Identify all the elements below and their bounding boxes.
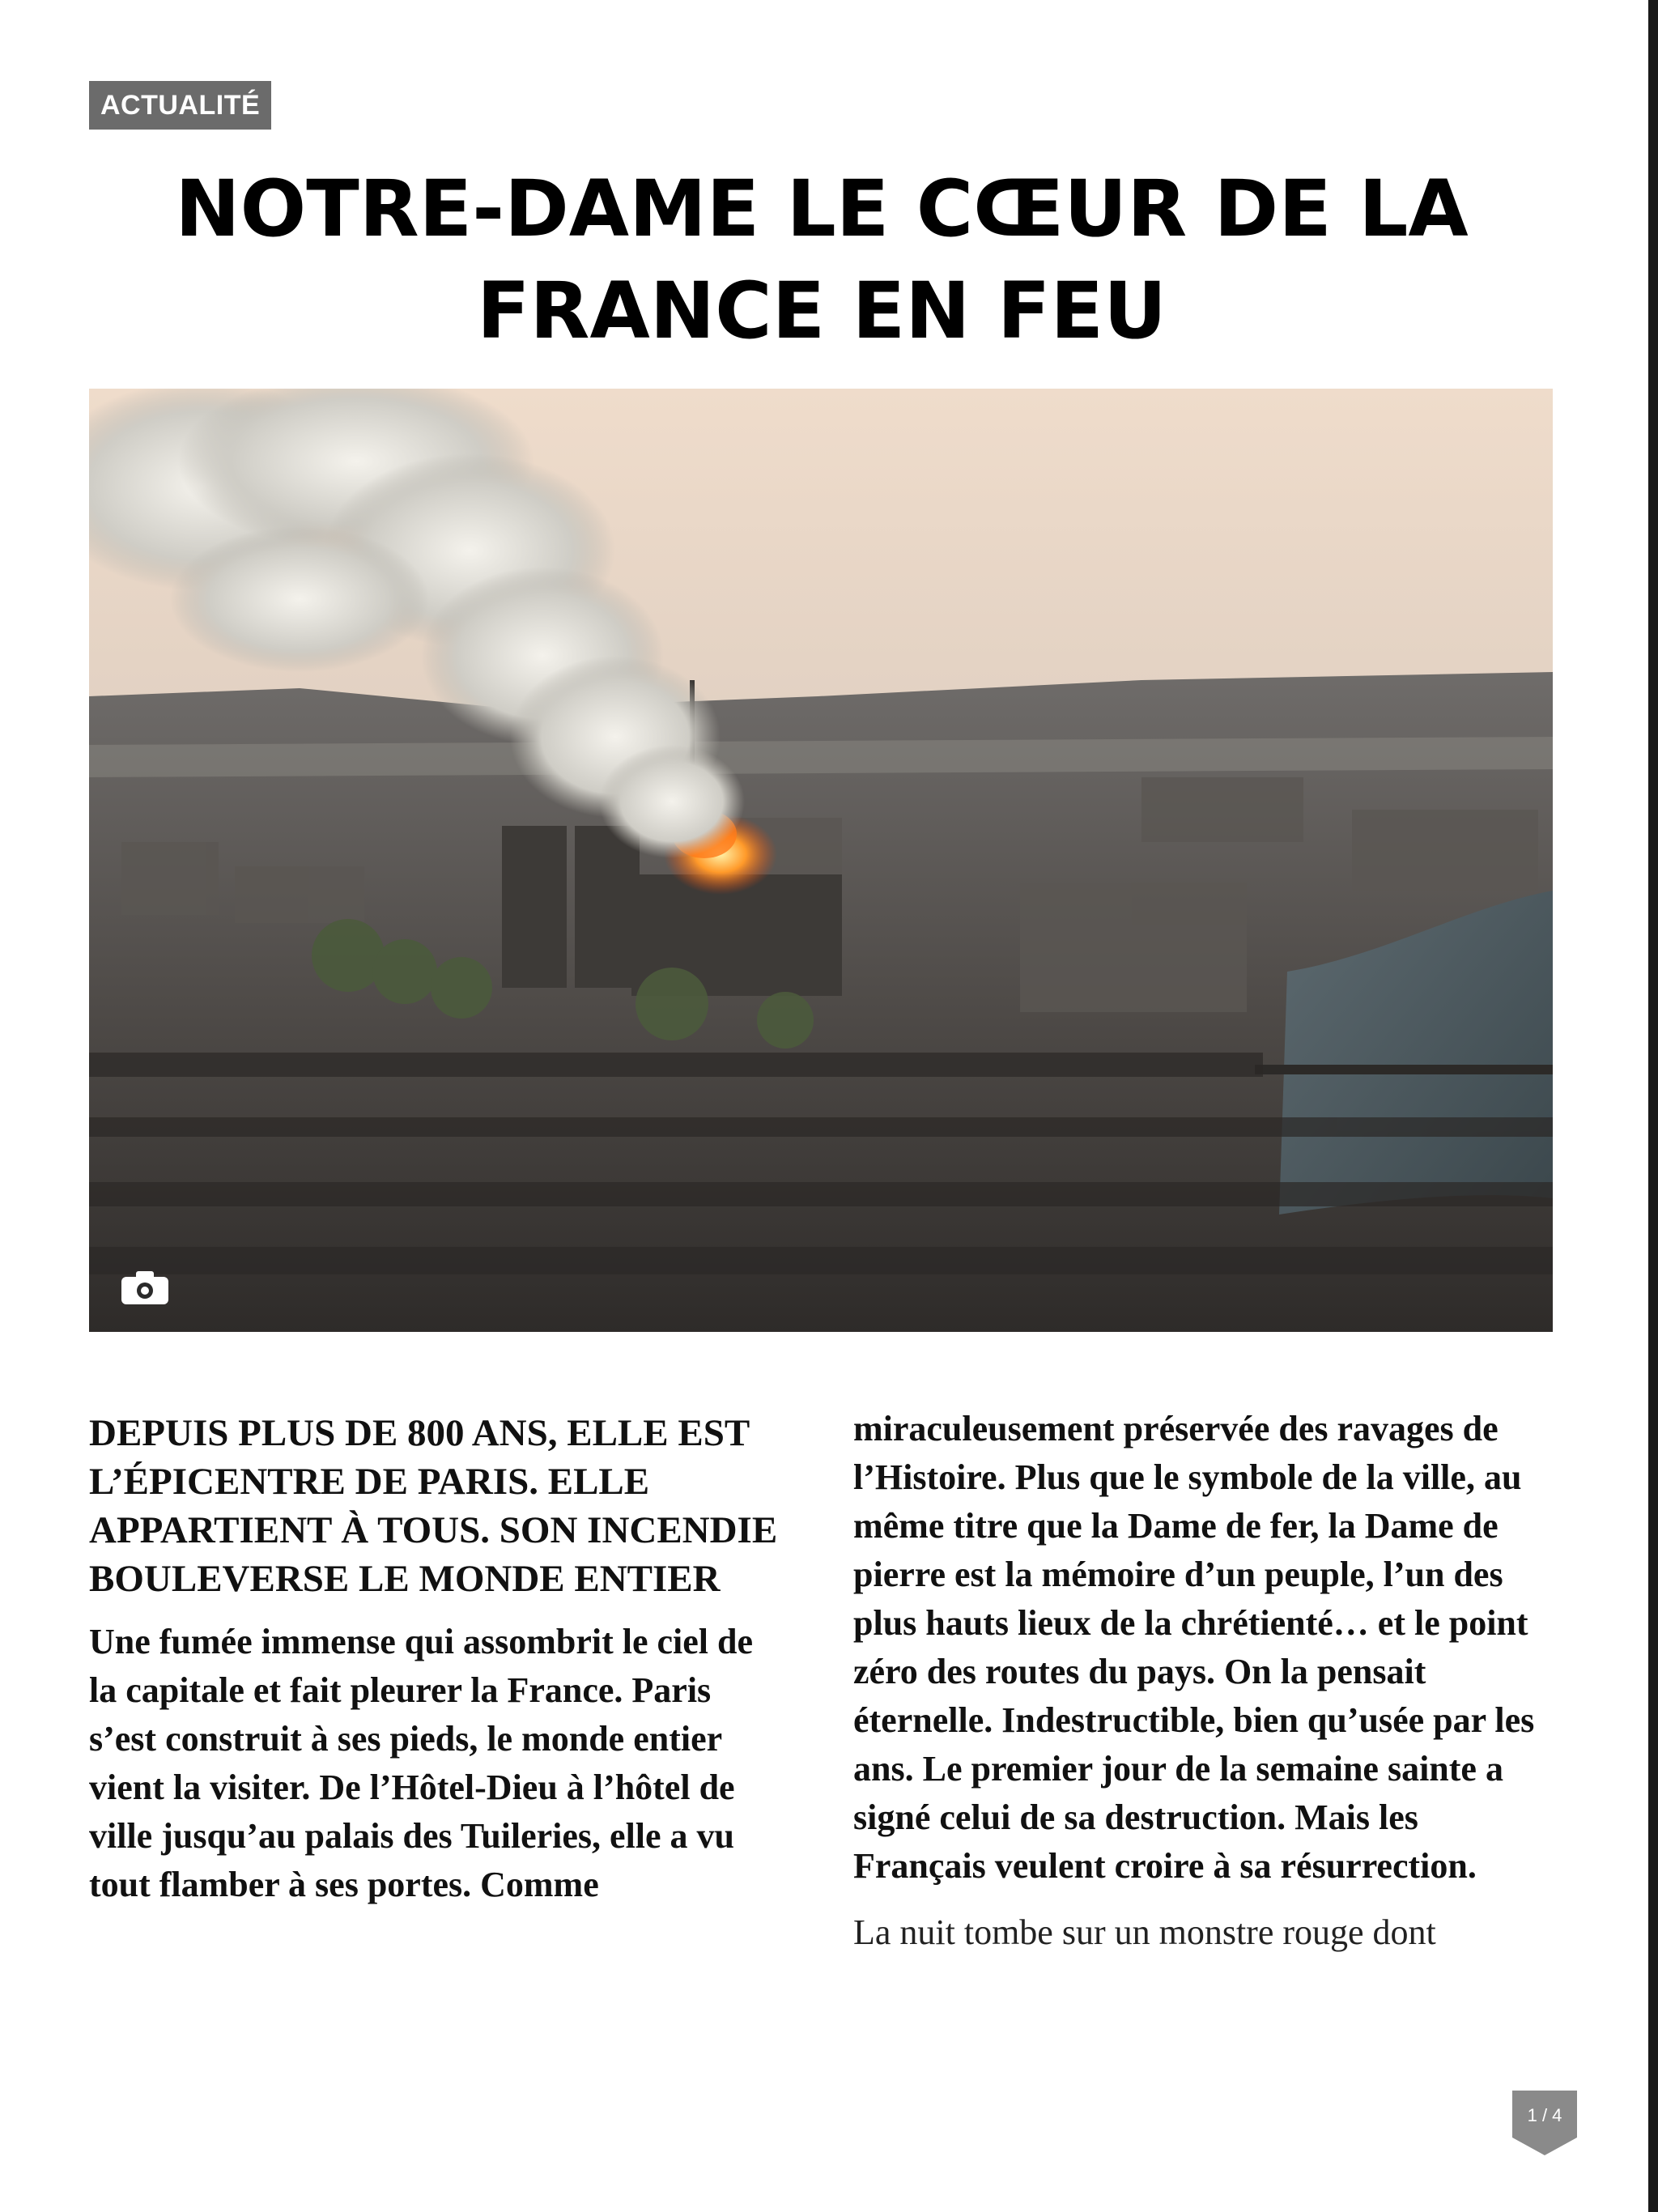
article-body-part-1: Une fumée immense qui assombrit le ciel de la capitale et fait pleurer la France. Paris s’est construit à ses pieds, le monde entier vient la visiter. De l’Hôtel-Dieu à l’hôtel de ville jusqu’au palais des Tuileries, elle a vu tout flamber à ses portes. Comme — [89, 1622, 753, 1904]
page-indicator[interactable] — [1512, 2091, 1577, 2155]
photo-illustration — [89, 389, 1553, 1332]
page-edge — [1648, 0, 1658, 2212]
article-lead: DEPUIS PLUS DE 800 ANS, ELLE EST L’ÉPICENTRE DE PARIS. ELLE APPARTIENT À TOUS. SON INCENDIE BOULEVERSE LE MONDE ENTIER — [89, 1412, 778, 1600]
article-column-left — [89, 1409, 785, 1927]
title-line-1: NOTRE-DAME LE CŒUR DE LA — [175, 164, 1469, 254]
category-badge: ACTUALITÉ — [89, 81, 271, 130]
title-line-2: FRANCE EN FEU — [476, 266, 1167, 356]
article-body-continuation: La nuit tombe sur un monstre rouge dont — [853, 1912, 1436, 1952]
article-body-part-2: miraculeusement préservée des ravages de l’Histoire. Plus que le symbole de la ville, au même titre que la Dame de fer, la Dame de pierre est la mémoire d’un peuple, l’un des plus hauts lieux de la chrétienté… et le point zéro des routes du pays. On la pensait éternelle. Indestructible, bien qu’usée par les ans. Le premier jour de la semaine sainte a signé celui de sa destruction. Mais les Français veulent croire à sa résurrection. — [853, 1409, 1535, 1886]
camera-icon[interactable] — [120, 1269, 170, 1306]
article-column-right — [853, 1405, 1550, 1957]
hero-photo[interactable] — [89, 389, 1553, 1332]
page-indicator-label: 1 / 4 — [1527, 2105, 1562, 2125]
article-title — [89, 158, 1554, 362]
